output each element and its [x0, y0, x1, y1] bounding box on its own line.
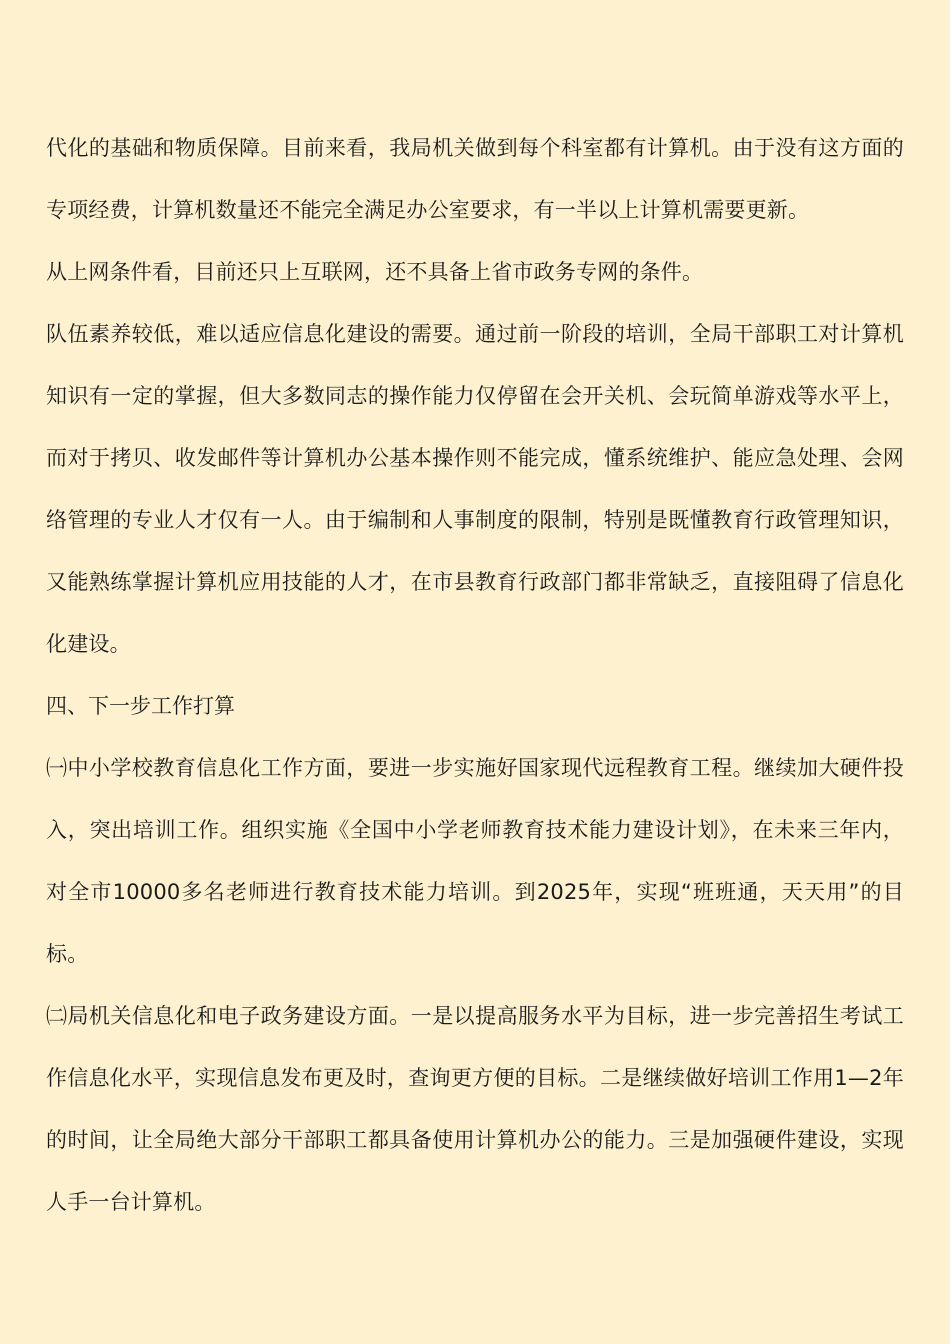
list-item-egovernment: ㈡局机关信息化和电子政务建设方面。一是以提高服务水平为目标，进一步完善招生考试工作信息化水平，实现信息发布更及时，查询更方便的目标。二是继续做好培训工作用1—2年的时间，让全局绝大部分干部职工都具备使用计算机办公的能力。三是加强硬件建设，实现人手一台计算机。 — [46, 1004, 904, 1214]
section-heading: 四、下一步工作打算 — [46, 694, 235, 718]
list-item-school-informatization: ㈠中小学校教育信息化工作方面，要进一步实施好国家现代远程教育工程。继续加大硬件投入，突出培训工作。组织实施《全国中小学老师教育技术能力建设计划》，在未来三年内，对全市10000多名老师进行教育技术能力培训。到2025年，实现“班班通，天天用”的目标。 — [46, 756, 904, 966]
paragraph-infrastructure: 代化的基础和物质保障。目前来看，我局机关做到每个科室都有计算机。由于没有这方面的专项经费，计算机数量还不能完全满足办公室要求，有一半以上计算机需要更新。 — [46, 136, 904, 222]
paragraph-network: 从上网条件看，目前还只上互联网，还不具备上省市政务专网的条件。 — [46, 260, 704, 284]
document-body — [46, 117, 904, 1233]
paragraph-staff-quality: 队伍素养较低，难以适应信息化建设的需要。通过前一阶段的培训，全局干部职工对计算机知识有一定的掌握，但大多数同志的操作能力仅停留在会开关机、会玩简单游戏等水平上，而对于拷贝、收发邮件等计算机办公基本操作则不能完成，懂系统维护、能应急处理、会网络管理的专业人才仅有一人。由于编制和人事制度的限制，特别是既懂教育行政管理知识，又能熟练掌握计算机应用技能的人才，在市县教育行政部门都非常缺乏，直接阻碍了信息化化建设。 — [46, 322, 904, 656]
